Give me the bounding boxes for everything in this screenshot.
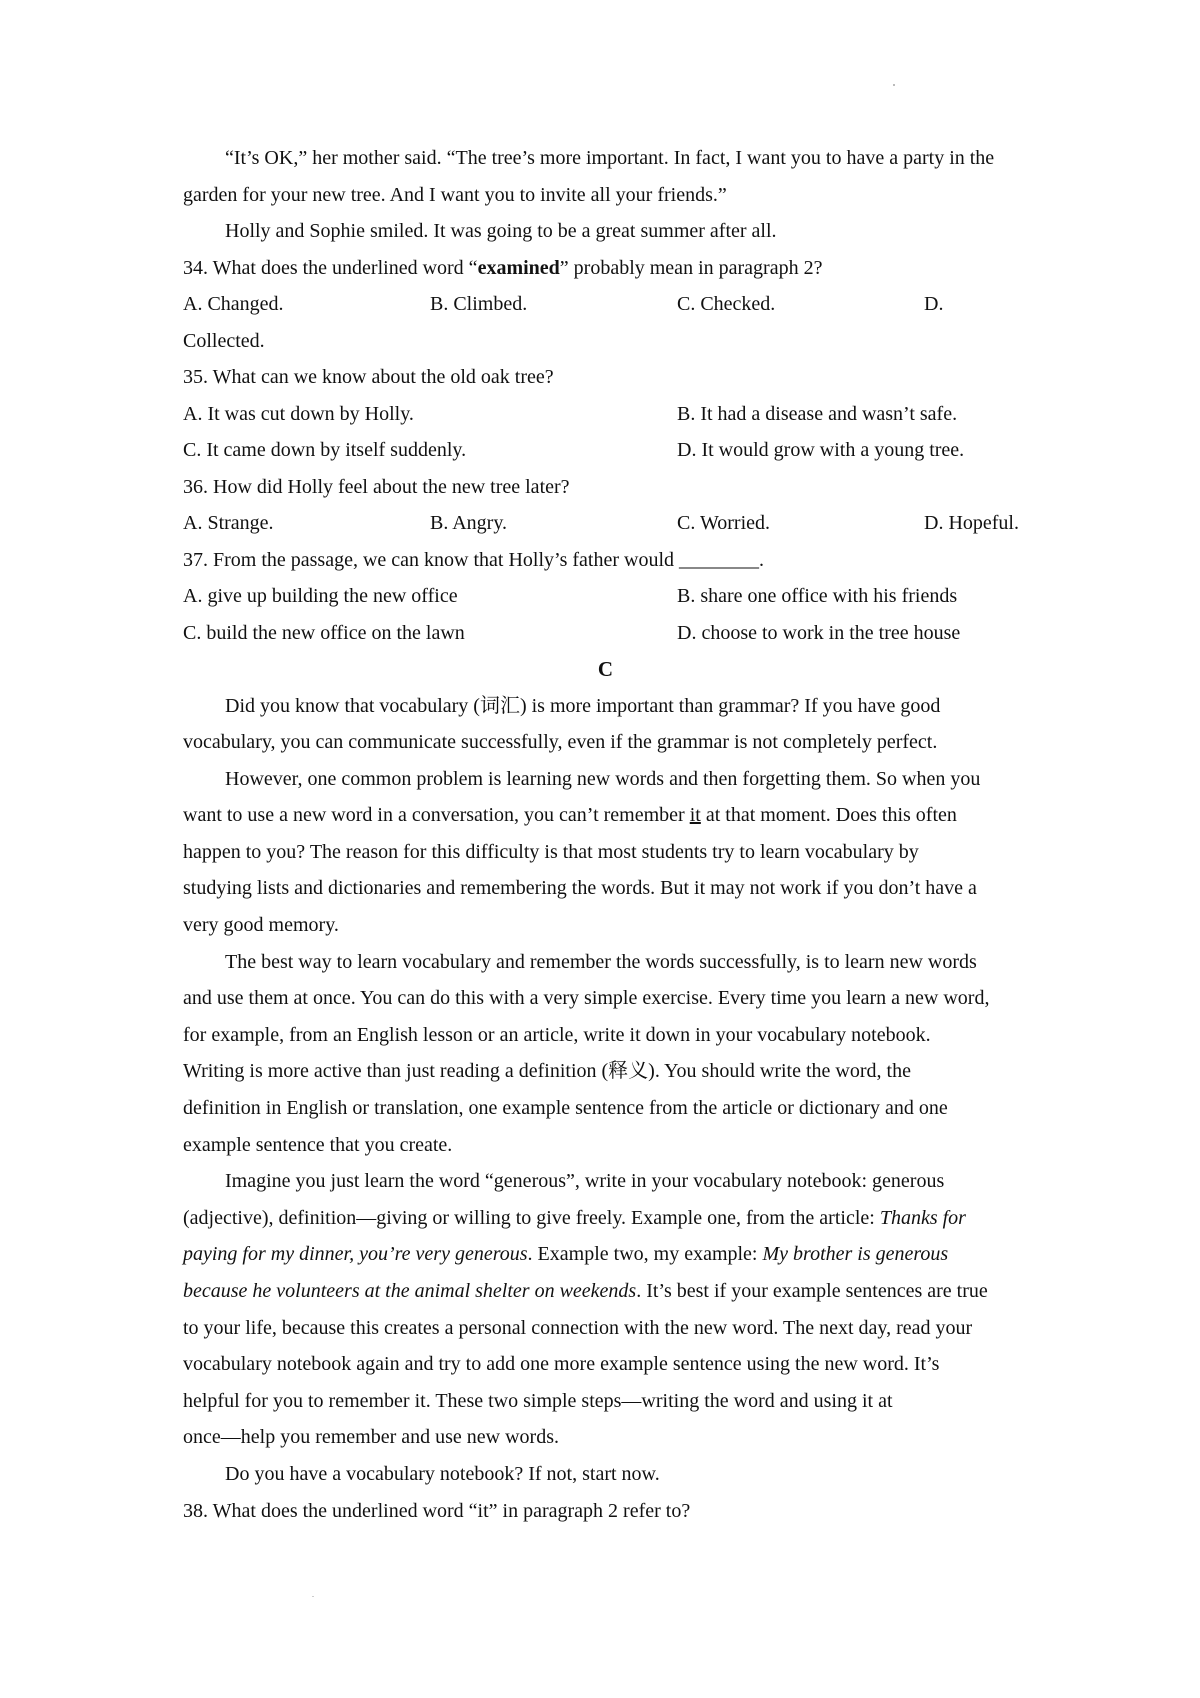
question-stem-text: 34. What does the underlined word “ — [183, 256, 478, 279]
paragraph-line: to your life, because this creates a personal connection with the new word. The next day, read your — [183, 1316, 973, 1339]
question-37-options-row1 — [183, 578, 1028, 615]
paragraph-line: vocabulary, you can communicate successfully, even if the grammar is not completely perfect. — [183, 731, 938, 754]
paragraph-line: Do you have a vocabulary notebook? If not, start now. — [225, 1462, 660, 1485]
paragraph-line — [183, 1236, 1028, 1273]
line-text: want to use a new word in a conversation, you can’t remember — [183, 804, 690, 827]
option-a: A. Changed. — [183, 293, 284, 315]
question-35-stem: 35. What can we know about the old oak tree? — [183, 366, 554, 388]
story-paragraph-line: Holly and Sophie smiled. It was going to be a great summer after all. — [225, 220, 777, 242]
option-c: C. Worried. — [677, 512, 771, 534]
italic-example: because he volunteers at the animal shelter on weekends — [183, 1280, 637, 1302]
paragraph-line: and use them at once. You can do this with a very simple exercise. Every time you learn a new word, — [183, 987, 990, 1010]
option-b: B. Angry. — [430, 512, 508, 534]
option-a: A. It was cut down by Holly. — [183, 402, 414, 425]
paragraph-line — [183, 797, 1028, 834]
paragraph-line: studying lists and dictionaries and remembering the words. But it may not work if you don’t have a — [183, 877, 977, 900]
paragraph-line: The best way to learn vocabulary and remember the words successfully, is to learn new words — [225, 950, 977, 973]
paragraph-line: example sentence that you create. — [183, 1133, 453, 1156]
paragraph-line — [183, 1273, 1028, 1310]
option-b: B. share one office with his friends — [677, 585, 958, 607]
question-35-options-row1 — [183, 396, 1028, 433]
scan-speck — [893, 84, 895, 86]
paragraph-line — [183, 1200, 1028, 1237]
option-c: C. Checked. — [677, 293, 776, 315]
paragraph-line: helpful for you to remember it. These two simple steps—writing the word and using it at — [183, 1389, 893, 1412]
underlined-word: it — [689, 804, 701, 827]
passage-c-paragraph-2 — [183, 761, 1028, 944]
option-d: D. choose to work in the tree house — [677, 621, 961, 644]
question-37-options-row2 — [183, 615, 1028, 652]
option-b: B. Climbed. — [430, 293, 528, 315]
question-35-options-row2 — [183, 432, 1028, 469]
option-d: D. It would grow with a young tree. — [677, 439, 965, 461]
line-text: (adjective), definition—giving or willing to give freely. Example one, from the article: — [183, 1206, 880, 1229]
option-c: C. It came down by itself suddenly. — [183, 439, 467, 461]
paragraph-line: once—help you remember and use new words. — [183, 1426, 559, 1449]
question-34-stem — [183, 250, 1028, 287]
story-paragraph-line: garden for your new tree. And I want you to invite all your friends.” — [183, 183, 727, 206]
passage-c-paragraph-1 — [183, 688, 1028, 761]
paragraph-line: vocabulary notebook again and try to add one more example sentence using the new word. It’s — [183, 1353, 940, 1376]
option-a: A. Strange. — [183, 512, 274, 534]
question-36-stem: 36. How did Holly feel about the new tree later? — [183, 475, 570, 498]
paragraph-line: very good memory. — [183, 914, 339, 937]
paragraph-line: for example, from an English lesson or an article, write it down in your vocabulary notebook. — [183, 1023, 931, 1046]
italic-example: My brother is generous — [762, 1243, 949, 1266]
story-paragraph-line: “It’s OK,” her mother said. “The tree’s more important. In fact, I want you to have a party in the — [225, 147, 995, 169]
line-text: . Example two, my example: — [527, 1243, 763, 1266]
paragraph-line: Did you know that vocabulary (词汇) is more important than grammar? If you have good — [225, 694, 941, 717]
paragraph-line: However, one common problem is learning new words and then forgetting them. So when you — [225, 767, 981, 790]
italic-example: paying for my dinner, you’re very generous — [183, 1243, 528, 1266]
question-36-options — [183, 505, 1028, 542]
line-text: at that moment. Does this often — [700, 804, 957, 827]
passage-c-paragraph-5 — [183, 1456, 1028, 1493]
paragraph-line: Imagine you just learn the word “generous”, write in your vocabulary notebook: generous — [225, 1170, 945, 1193]
question-stem-text: ” probably mean in paragraph 2? — [559, 256, 823, 279]
option-c: C. build the new office on the lawn — [183, 621, 465, 644]
question-37-stem: 37. From the passage, we can know that Holly’s father would ________. — [183, 548, 765, 571]
option-b: B. It had a disease and wasn’t safe. — [677, 402, 958, 425]
option-a: A. give up building the new office — [183, 585, 458, 607]
bold-key-word: examined — [477, 256, 560, 279]
question-38-stem: 38. What does the underlined word “it” in paragraph 2 refer to? — [183, 1499, 691, 1522]
paragraph-line: happen to you? The reason for this difficulty is that most students try to learn vocabulary by — [183, 840, 919, 863]
section-title: C — [597, 657, 614, 681]
italic-example: Thanks for — [879, 1206, 966, 1229]
passage-c-paragraph-3 — [183, 944, 1028, 1164]
option-d-wrap: Collected. — [183, 329, 265, 352]
option-d: D. Hopeful. — [924, 512, 1019, 534]
line-text: . It’s best if your example sentences are true — [636, 1280, 988, 1302]
exam-page — [183, 140, 1028, 1529]
paragraph-line: Writing is more active than just reading a definition (释义). You should write the word, the — [183, 1060, 911, 1083]
paragraph-line: definition in English or translation, one example sentence from the article or dictionary and one — [183, 1097, 948, 1120]
scan-speck — [312, 1596, 314, 1597]
option-d: D. — [924, 293, 944, 315]
passage-c-paragraph-4 — [183, 1163, 1028, 1456]
question-34-options — [183, 286, 1028, 323]
